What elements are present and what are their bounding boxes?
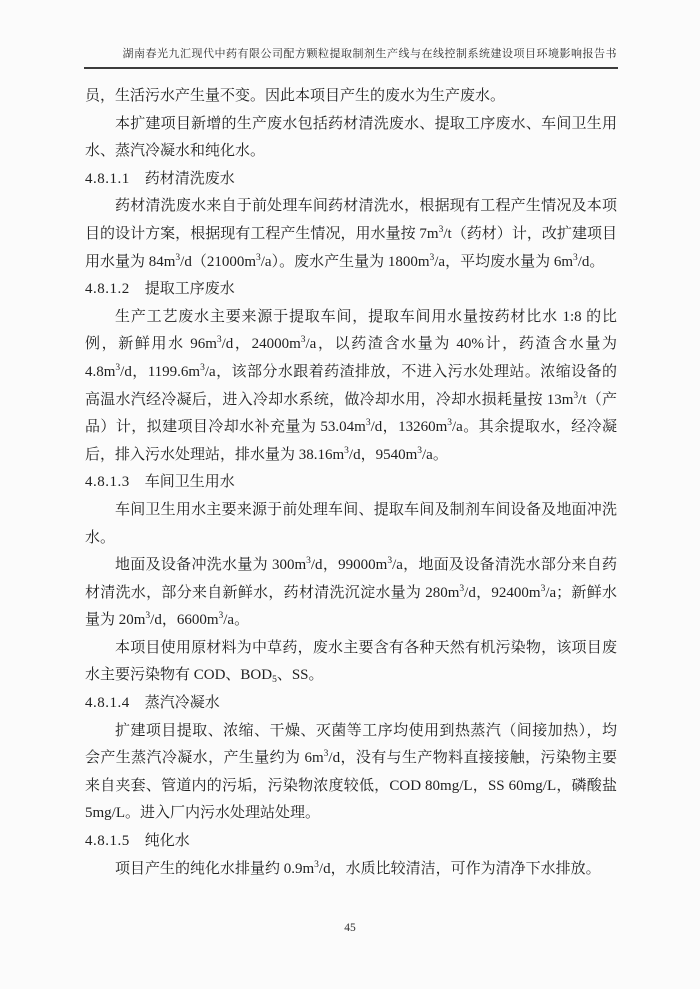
paragraph: 生产工艺废水主要来源于提取车间，提取车间用水量按药材比水 1:8 的比例，新鲜用水 $96m^3/d$，$24000m^3/a$，以药渣含水量为 40%计，药渣含水量为 $4.8m^3/d$，$1199.6m^3/a$，该部分水跟着药渣排放，不进入污水处理站。浓缩设备的高温水汽经冷凝后，进入冷却水系统，做冷却水用，冷却水损耗量按 $13m^3/t$（产品）计，拟建项目冷却水补充量为 $53.04m^3/d$，$13260m^3/a$。其余提取水，经冷凝后，排入污水处理站，排水量为 $38.16m^3/d$，$9540m^3/a$。 — [85, 308, 618, 463]
section-title: 纯化水 — [144, 833, 190, 850]
section-heading — [85, 469, 617, 497]
section-title: 车间卫生用水 — [144, 474, 235, 491]
paragraph: 车间卫生用水主要来源于前处理车间、提取车间及制剂车间设备及地面冲洗水。 — [85, 501, 617, 546]
section-heading — [85, 166, 617, 194]
section-title: 蒸汽冷凝水 — [144, 695, 220, 712]
section-number: 4.8.1.3 — [85, 474, 130, 491]
page-number: 45 — [344, 922, 356, 934]
paragraph: 本扩建项目新增的生产废水包括药材清洗废水、提取工序废水、车间卫生用水、蒸汽冷凝水和纯化水。 — [85, 115, 617, 160]
section-heading — [85, 276, 617, 304]
section-number: 4.8.1.4 — [85, 695, 130, 712]
page-header-title: 湖南春光九汇现代中药有限公司配方颗粒提取制剂生产线与在线控制系统建设项目环境影响报告书 — [122, 48, 617, 60]
paragraph: 员，生活污水产生量不变。因此本项目产生的废水为生产废水。 — [85, 88, 506, 104]
section-number: 4.8.1.5 — [85, 833, 130, 850]
paragraph: 药材清洗废水来自于前处理车间药材清洗水，根据现有工程产生情况及本项目的设计方案，根据现有工程产生情况，用水量按 $7m^3/t$（药材）计，改扩建项目用水量为 $84m^3/d(21000m^3/a)$。废水产生量为 $1800m^3/a$，平均废水量为 $6m^3/d$。 — [85, 198, 617, 270]
paragraph: 扩建项目提取、浓缩、干燥、灭菌等工序均使用到热蒸汽（间接加热），均会产生蒸汽冷凝水，产生量约为 $6m^3/d$，没有与生产物料直接接触，污染物主要来自夹套、管道内的污垢，污染物浓度较低，COD 80mg/L，SS 60mg/L，磷酸盐 5mg/L。进入厂内污水处理站处理。 — [85, 722, 617, 822]
section-number: 4.8.1.1 — [85, 170, 130, 187]
section-number: 4.8.1.2 — [85, 281, 130, 298]
section-title: 药材清洗废水 — [144, 170, 235, 187]
section-heading — [85, 690, 617, 718]
section-heading — [85, 828, 617, 856]
document-body — [85, 69, 617, 883]
paragraph: 项目产生的纯化水排量约 $0.9m^3/d$，水质比较清洁，可作为清净下水排放。 — [115, 859, 601, 877]
section-title: 提取工序废水 — [144, 281, 235, 298]
paragraph: 地面及设备冲洗水量为 $300m^3/d$，$99000m^3/a$，地面及设备清洗水部分来自药材清洗水，部分来自新鲜水，药材清洗沉淀水量为 $280m^3/d$，$92400m^3/a$；新鲜水量为 $20m^3/d$，$6600m^3/a$。 — [85, 556, 618, 629]
paragraph: 本项目使用原材料为中草药，废水主要含有各种天然有机污染物，该项目废水主要污染物有 COD、$BOD_5$、SS。 — [85, 639, 617, 686]
